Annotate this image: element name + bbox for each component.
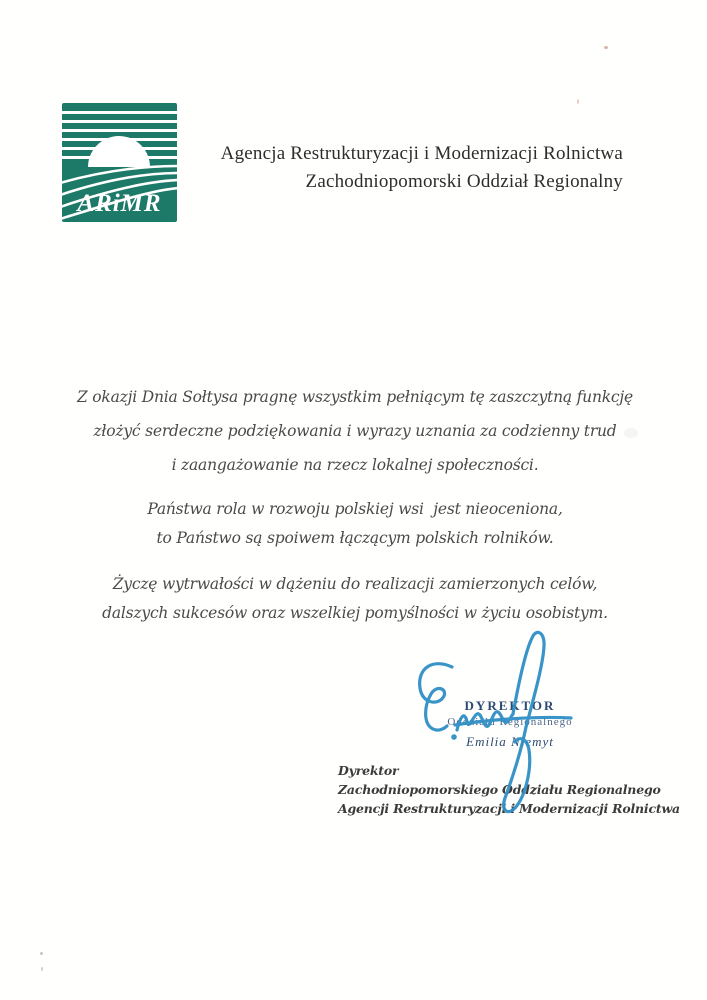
letter-body [38,380,672,628]
body-line: Z okazji Dnia Sołtysa pragnę wszystkim pełniącym tę zaszczytną funkcję [77,388,633,406]
body-line: to Państwo są spoiwem łączącym polskich rolników. [156,529,554,547]
scan-speck [604,46,608,49]
signature-ascender-loop [513,632,544,727]
body-line: i zaangażowanie na rzecz lokalnej społeczności. [171,456,539,474]
scan-speck [577,99,579,104]
body-line: Życzę wytrwałości w dążeniu do realizacji zamierzonych celów, [112,575,598,593]
stamp-signer-name: Emilia Niemyt [466,734,554,749]
footer-title-line: Dyrektor [338,763,399,778]
footer-unit-line: Zachodniopomorskiego Oddziału Regionalnego [338,782,661,797]
scan-smudge [624,428,638,438]
arimr-logo [62,103,177,222]
paragraph-wishes [38,570,672,628]
handwritten-signature [395,622,575,822]
body-line: złożyć serdeczne podziękowania i wyrazy uznania za codzienny trud [93,422,617,440]
signature-descender-loop [504,727,530,812]
scan-speck [40,952,43,955]
signature-period [451,734,457,740]
stamp-unit: Oddziału Regionalnego [447,716,573,728]
footer-agency-line: Agencji Restrukturyzacji i Modernizacji Rolnictwa [338,801,680,816]
org-branch-line: Zachodniopomorski Oddział Regionalny [305,171,623,192]
arimr-logo-text: ARiMR [77,190,162,217]
letterhead [221,140,623,196]
body-line: dalszych sukcesów oraz wszelkiej pomyślności w życiu osobistym. [102,604,608,622]
scan-speck [41,967,43,971]
paragraph-role [38,495,672,553]
arimr-logo-graphic [62,103,177,222]
body-line: Państwa rola w rozwoju polskiej wsi jest nieoceniona, [147,500,563,518]
paragraph-thanks [38,380,672,482]
signature-initial-e [420,664,452,730]
stamp-title: DYREKTOR [464,698,556,713]
org-name-line: Agencja Restrukturyzacji i Modernizacji Rolnictwa [220,143,623,164]
